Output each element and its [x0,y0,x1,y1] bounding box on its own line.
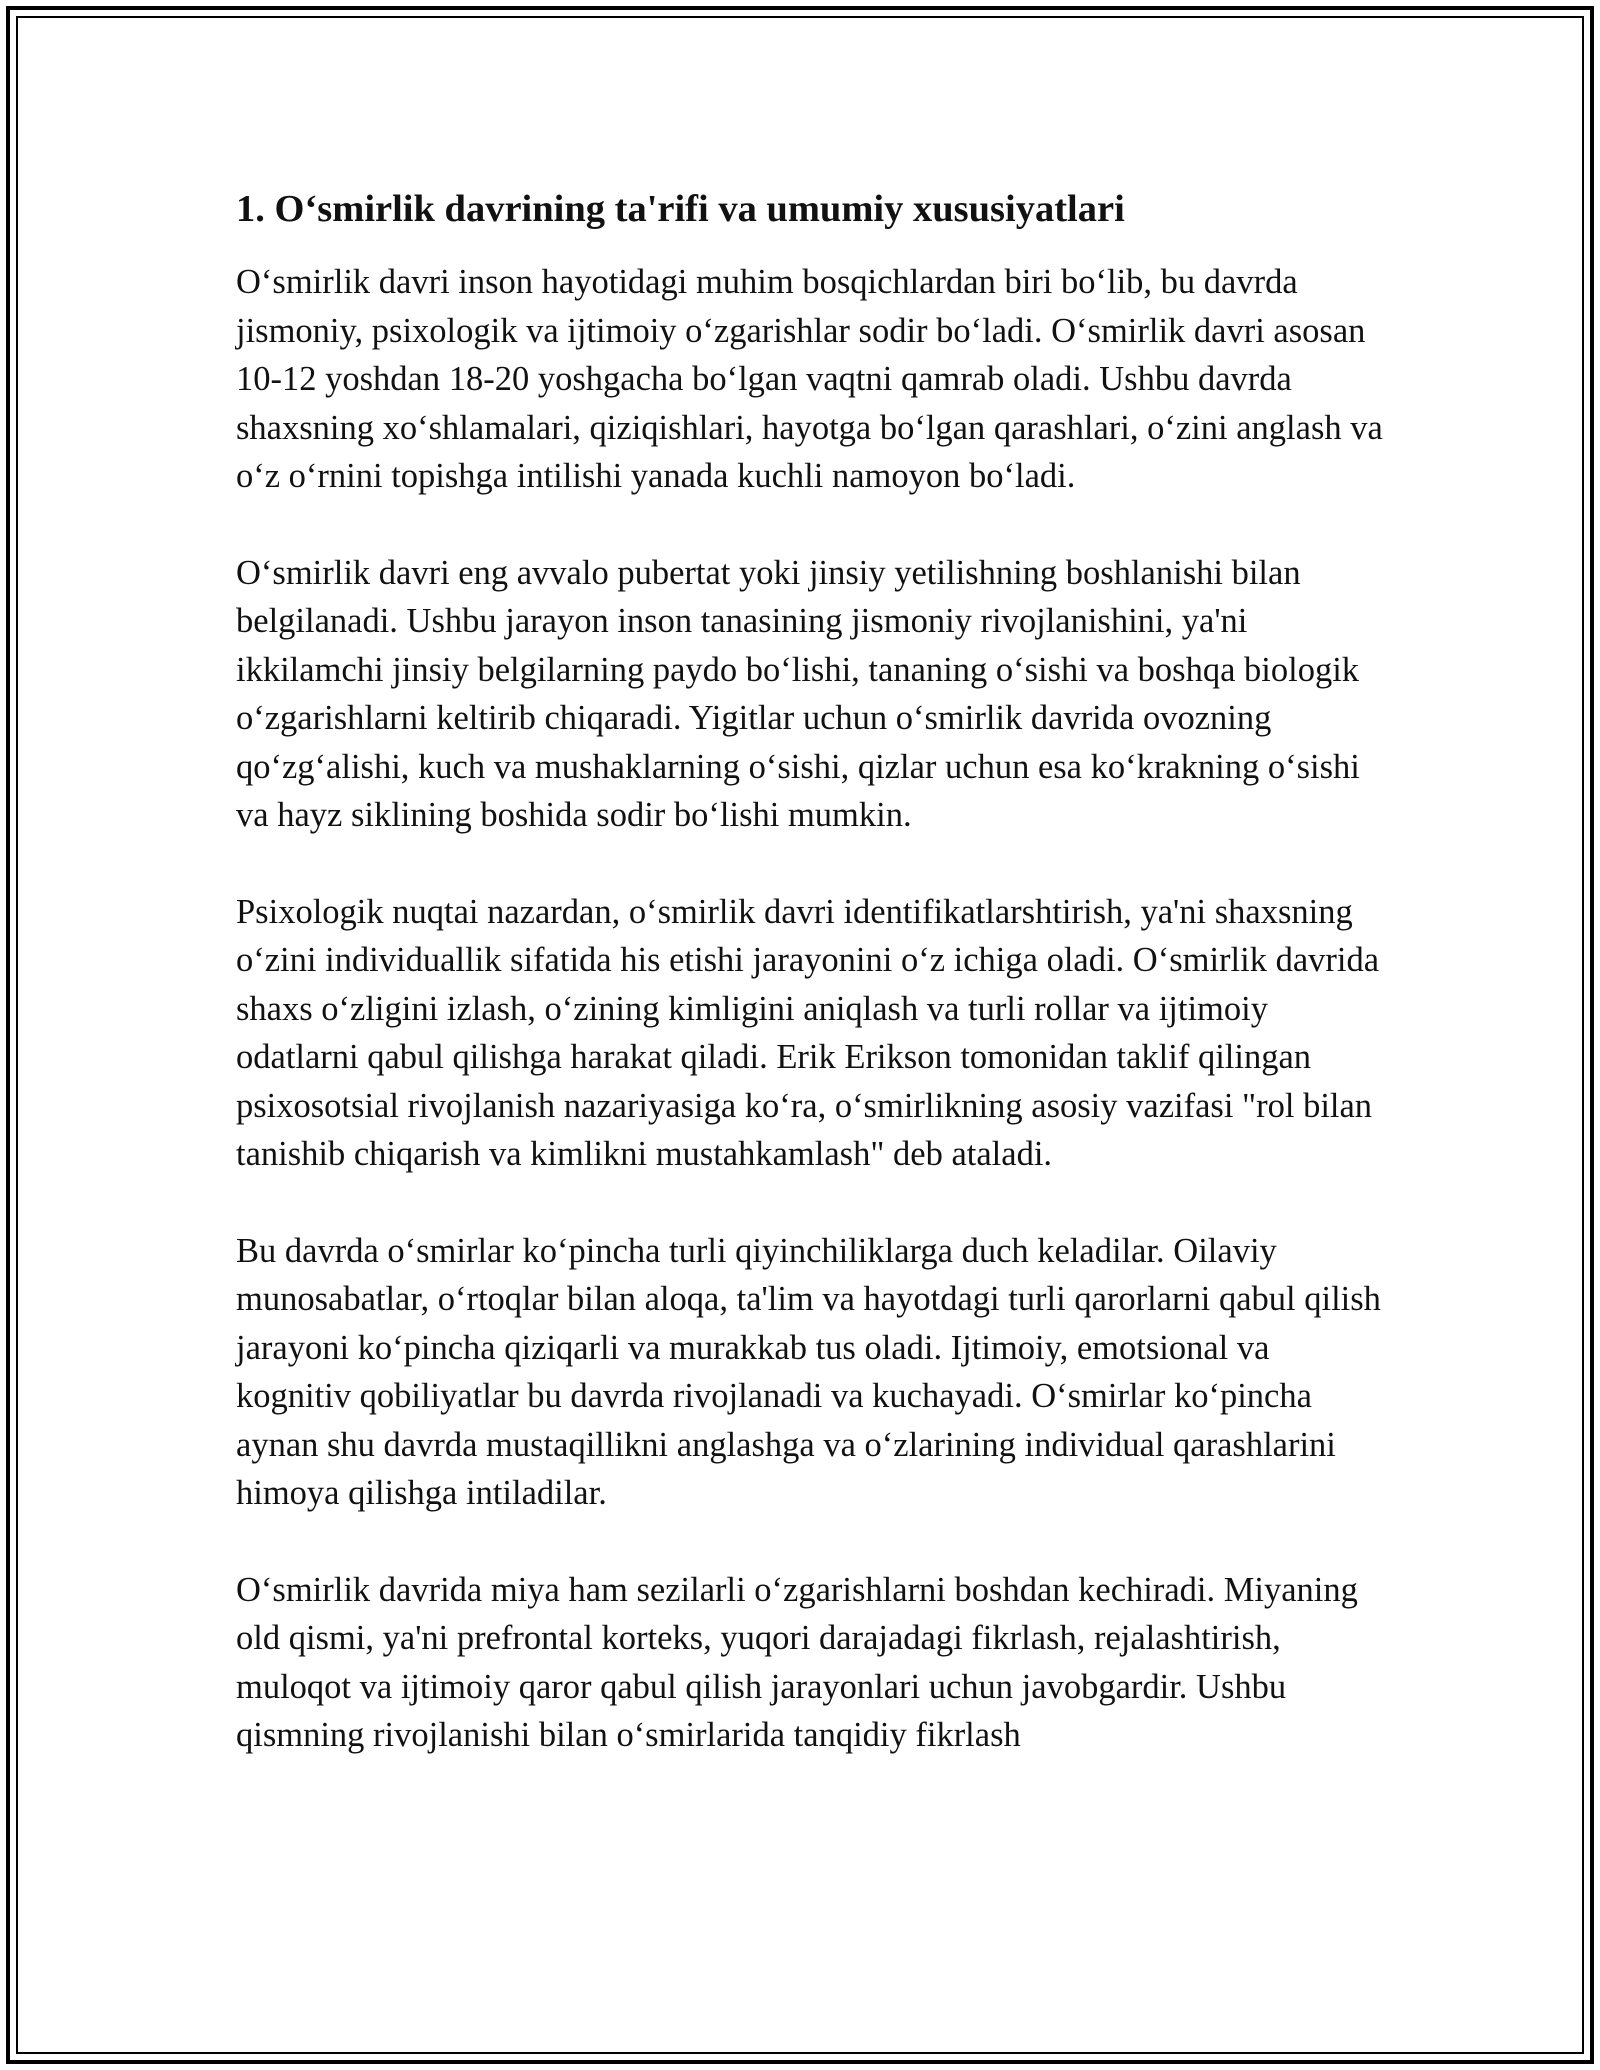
paragraph-3: Psixologik nuqtai nazardan, o‘smirlik davri identifikatlarshtirish, ya'ni shaxsning o‘zini individuallik sifatida his etishi jarayonini o‘z ichiga oladi. O‘smirlik davrida shaxs o‘zligini izlash, o‘zining kimligini aniqlash va turli rollar va ijtimoiy odatlarni qabul qilishga harakat qiladi. Erik Erikson tomonidan taklif qilingan psixosotsial rivojlanish nazariyasiga ko‘ra, o‘smirlikning asosiy vazifasi "rol bilan tanishib chiqarish va kimlikni mustahkamlash" deb ataladi. [236,892,1380,1173]
paragraph-4: Bu davrda o‘smirlar ko‘pincha turli qiyinchiliklarga duch keladilar. Oilaviy munosabatlar, o‘rtoqlar bilan aloqa, ta'lim va hayotdagi turli qarorlarni qabul qilish jarayoni ko‘pincha qiziqarli va murakkab tus oladi. Ijtimoiy, emotsional va kognitiv qobiliyatlar bu davrda rivojlanadi va kuchayadi. O‘smirlar ko‘pincha aynan shu davrda mustaqillikni anglashga va o‘zlarining individual qarashlarini himoya qilishga intiladilar. [236,1231,1381,1512]
paragraph-5: O‘smirlik davrida miya ham sezilarli o‘zgarishlarni boshdan kechiradi. Miyaning old qismi, ya'ni prefrontal korteks, yuqori darajadagi fikrlash, rejalashtirish, muloqot va ijtimoiy qaror qabul qilish jarayonlari uchun javobgardir. Ushbu qismning rivojlanishi bilan o‘smirlarida tanqidiy fikrlash [236,1570,1358,1754]
paragraph-1: O‘smirlik davri inson hayotidagi muhim bosqichlardan biri bo‘lib, bu davrda jismoniy, psixologik va ijtimoiy o‘zgarishlar sodir bo‘ladi. O‘smirlik davri asosan 10-12 yoshdan 18-20 yoshgacha bo‘lgan vaqtni qamrab oladi. Ushbu davrda shaxsning xo‘shlamalari, qiziqishlari, hayotga bo‘lgan qarashlari, o‘zini anglash va o‘z o‘rnini topishga intilishi yanada kuchli namoyon bo‘ladi. [236,263,1383,495]
paragraph-2: O‘smirlik davri eng avvalo pubertat yoki jinsiy yetilishning boshlanishi bilan belgilanadi. Ushbu jarayon inson tanasining jismoniy rivojlanishini, ya'ni ikkilamchi jinsiy belgilarning paydo bo‘lishi, tananing o‘sishi va boshqa biologik o‘zgarishlarni keltirib chiqaradi. Yigitlar uchun o‘smirlik davrida ovozning qo‘zg‘alishi, kuch va mushaklarning o‘sishi, qizlar uchun esa ko‘krakning o‘sishi va hayz siklining boshida sodir bo‘lishi mumkin. [236,553,1360,834]
section-title: 1. O‘smirlik davrining ta'rifi va umumiy xususiyatlari [236,188,1125,230]
document-body [236,184,1386,1760]
